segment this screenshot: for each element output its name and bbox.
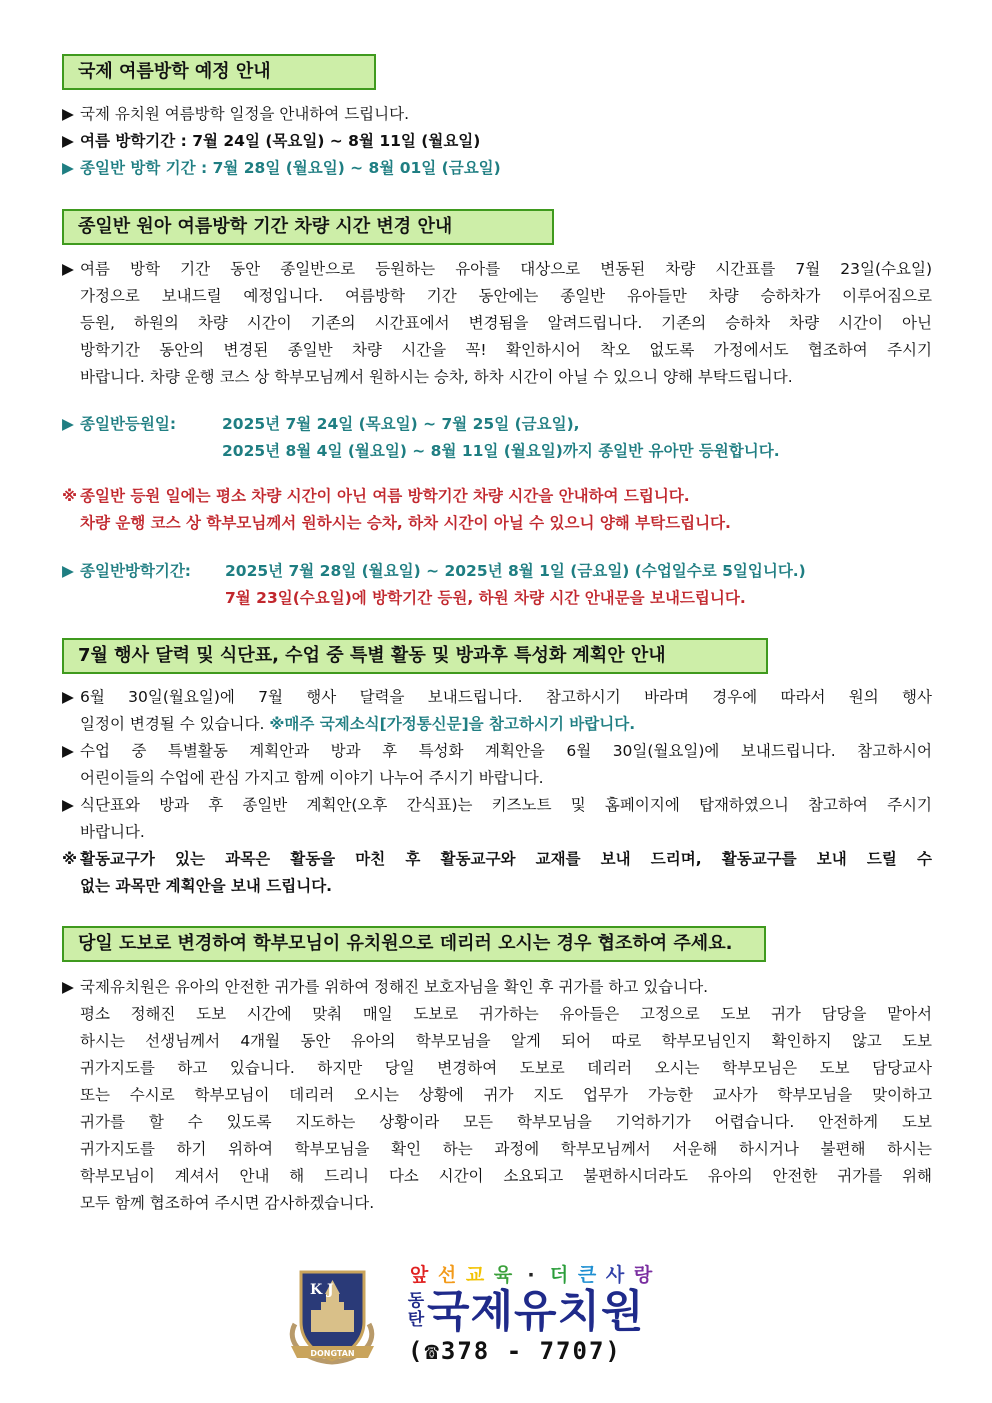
section-calendar [62, 684, 932, 900]
vacation-intro: ▶ 국제 유치원 여름방학 일정을 안내하여 드립니다. [62, 101, 932, 128]
notice-line-2: 차량 운행 코스 상 학부모님께서 원하시는 승차, 하차 시간이 아닐 수 있으니 양해 부탁드립니다. [80, 514, 731, 532]
section-heading-vacation: 국제 여름방학 예정 안내 [62, 54, 376, 90]
logo-ribbon-text: DONGTAN [310, 1349, 355, 1358]
pickup-line: ▶ 국제유치원은 유아의 안전한 귀가를 위하여 정해진 보호자님을 확인 후 귀가를 하고 있습니다. [62, 974, 932, 1001]
pickup-line: 귀가지도를 하고 있습니다. 하지만 당일 변경하여 도보로 데리러 오시는 학부모님은 도보 담당교사 [80, 1059, 932, 1077]
slogan-char: · [527, 1264, 535, 1286]
slogan-char: 큰 [577, 1264, 597, 1286]
kindergarten-brand [405, 1286, 645, 1338]
activity-plan-line: ▶ 수업 중 특별활동 계획안과 방과 후 특성화 계획안을 6월 30일(월요일)에 보내드립니다. 참고하시어 [62, 738, 932, 765]
section-heading-calendar: 7월 행사 달력 및 식단표, 수업 중 특별 활동 및 방과후 특성화 계획안 안내 [62, 638, 768, 674]
section-bus-schedule [62, 256, 932, 391]
attendance-line-2: 2025년 8월 4일 (월요일) ~ 8월 11일 (월요일)까지 종일반 유아만 등원합니다. [222, 442, 780, 460]
menu-line: 바랍니다. [80, 823, 145, 841]
bus-paragraph-line: 가정으로 보내드릴 예정입니다. 여름방학 기간 동안에는 종일반 유아들만 차량 승하차가 이루어짐으로 [80, 287, 932, 305]
section-heading-pickup: 당일 도보로 변경하여 학부모님이 유치원으로 데리러 오시는 경우 협조하여 주세요. [62, 926, 766, 962]
brand-name: 국제유치원 [427, 1286, 645, 1337]
slogan-char: 교 [465, 1264, 485, 1286]
triangle-bullet-icon: ▶ [62, 132, 74, 150]
notice-line-1: ※ 종일반 등원 일에는 평소 차량 시간이 아닌 여름 방학기간 차량 시간을 안내하여 드립니다. [62, 483, 932, 510]
triangle-bullet-icon: ▶ [62, 796, 74, 814]
calendar-line: ▶ 6월 30일(월요일)에 7월 행사 달력을 보내드립니다. 참고하시기 바라며 경우에 따라서 원의 행사 [62, 684, 932, 711]
fullday-vacation-period: ▶ 종일반 방학 기간 : 7월 28일 (월요일) ~ 8월 01일 (금요일) [62, 155, 932, 182]
section-vacation [62, 101, 932, 182]
triangle-bullet-icon: ▶ [62, 105, 74, 123]
vacation-period: ▶ 여름 방학기간 : 7월 24일 (목요일) ~ 8월 11일 (월요일) [62, 128, 932, 155]
slogan-char: 선 [437, 1264, 457, 1286]
triangle-bullet-icon: ▶ [62, 415, 74, 433]
pickup-line: 모두 함께 협조하여 주시면 감사하겠습니다. [80, 1194, 375, 1212]
pickup-line: 학부모님이 계셔서 안내 해 드리니 다소 시간이 소요되고 불편하시더라도 유아의 안전한 귀가를 위해 [80, 1167, 932, 1185]
triangle-bullet-icon: ▶ [62, 688, 74, 706]
calendar-line: 일정이 변경될 수 있습니다. ※매주 국제소식[가정통신문]을 참고하시기 바랍니다. [80, 715, 636, 733]
fullday-attendance [62, 411, 932, 465]
phone-number: (☎378 - 7707) [408, 1337, 622, 1365]
triangle-bullet-icon: ▶ [62, 260, 74, 278]
slogan [405, 1262, 657, 1288]
fullday-vacation-line-2: 7월 23일(수요일)에 방학기간 등원, 하원 차량 시간 안내문을 보내드립니다. [225, 589, 746, 607]
slogan-char: 더 [549, 1264, 569, 1286]
section-pickup [62, 974, 932, 1217]
brand-location: 동 탄 [407, 1291, 425, 1330]
triangle-bullet-icon: ▶ [62, 562, 74, 580]
menu-line: ▶ 식단표와 방과 후 종일반 계획안(오후 간식표)는 키즈노트 및 홈페이지에 탑재하였으니 참고하여 주시기 [62, 792, 932, 819]
materials-note-line: ※ 활동교구가 있는 과목은 활동을 마친 후 활동교구와 교재를 보내 드리며, 활동교구를 보내 드릴 수 [62, 846, 932, 873]
bus-paragraph-line: 등원, 하원의 차량 시간이 기존의 시간표에서 변경됨을 알려드립니다. 기존의 승하차 차량 시간이 아닌 [80, 314, 932, 332]
pickup-line: 평소 정해진 도보 시간에 맞춰 매일 도보로 귀가하는 유아들은 고정으로 도보 귀가 담당을 맡아서 [80, 1005, 932, 1023]
triangle-bullet-icon: ▶ [62, 159, 74, 177]
triangle-bullet-icon: ▶ [62, 742, 74, 760]
pickup-line: 또는 수시로 학부모님이 데리러 오시는 상황에 귀가 지도 업무가 가능한 교사가 학부모님을 맞이하고 [80, 1086, 932, 1104]
bus-paragraph-line: ▶ 여름 방학 기간 동안 종일반으로 등원하는 유아를 대상으로 변동된 차량 시간표를 7월 23일(수요일) [62, 256, 932, 283]
attendance-line-1: ▶ 종일반등원일: 2025년 7월 24일 (목요일) ~ 7월 25일 (금요일), [62, 411, 932, 438]
bus-paragraph-line: 바랍니다. 차량 운행 코스 상 학부모님께서 원하시는 승차, 하차 시간이 아닐 수 있으니 양해 부탁드립니다. [80, 368, 793, 386]
bus-paragraph-line: 방학기간 동안의 변경된 종일반 차량 시간을 꼭! 확인하시어 착오 없도록 가정에서도 협조하여 주시기 [80, 341, 932, 359]
fullday-vacation-line-1: ▶ 종일반방학기간: 2025년 7월 28일 (월요일) ~ 2025년 8월 1일 (금요일) (수업일수로 5일입니다.) [62, 558, 932, 585]
logo-letters: K J [310, 1282, 334, 1298]
slogan-char: 육 [493, 1264, 513, 1286]
slogan-char: 랑 [633, 1264, 653, 1286]
fullday-vacation [62, 558, 932, 612]
slogan-char: 앞 [409, 1264, 429, 1286]
kindergarten-emblem-logo [285, 1262, 380, 1372]
pickup-line: 귀가를 할 수 있도록 지도하는 상황이라 모든 학부모님을 기억하기가 어렵습니다. 안전하게 도보 [80, 1113, 932, 1131]
triangle-bullet-icon: ▶ [62, 978, 74, 996]
reference-mark-icon: ※ [62, 850, 78, 868]
materials-note-line: 없는 과목만 계획안을 보내 드립니다. [80, 877, 333, 895]
activity-plan-line: 어린이들의 수업에 관심 가지고 함께 이야기 나누어 주시기 바랍니다. [80, 769, 544, 787]
pickup-line: 하시는 선생님께서 4개월 동안 유아의 학부모님을 알게 되어 따로 학부모님인지 확인하지 않고 도보 [80, 1032, 932, 1050]
section-heading-bus-schedule: 종일반 원아 여름방학 기간 차량 시간 변경 안내 [62, 209, 554, 245]
pickup-line: 귀가지도를 하기 위하여 학부모님을 확인 하는 과정에 학부모님께서 서운해 하시거나 불편해 하시는 [80, 1140, 932, 1158]
fullday-notice [62, 483, 932, 537]
reference-mark-icon: ※ [62, 487, 78, 505]
slogan-char: 사 [605, 1264, 625, 1286]
